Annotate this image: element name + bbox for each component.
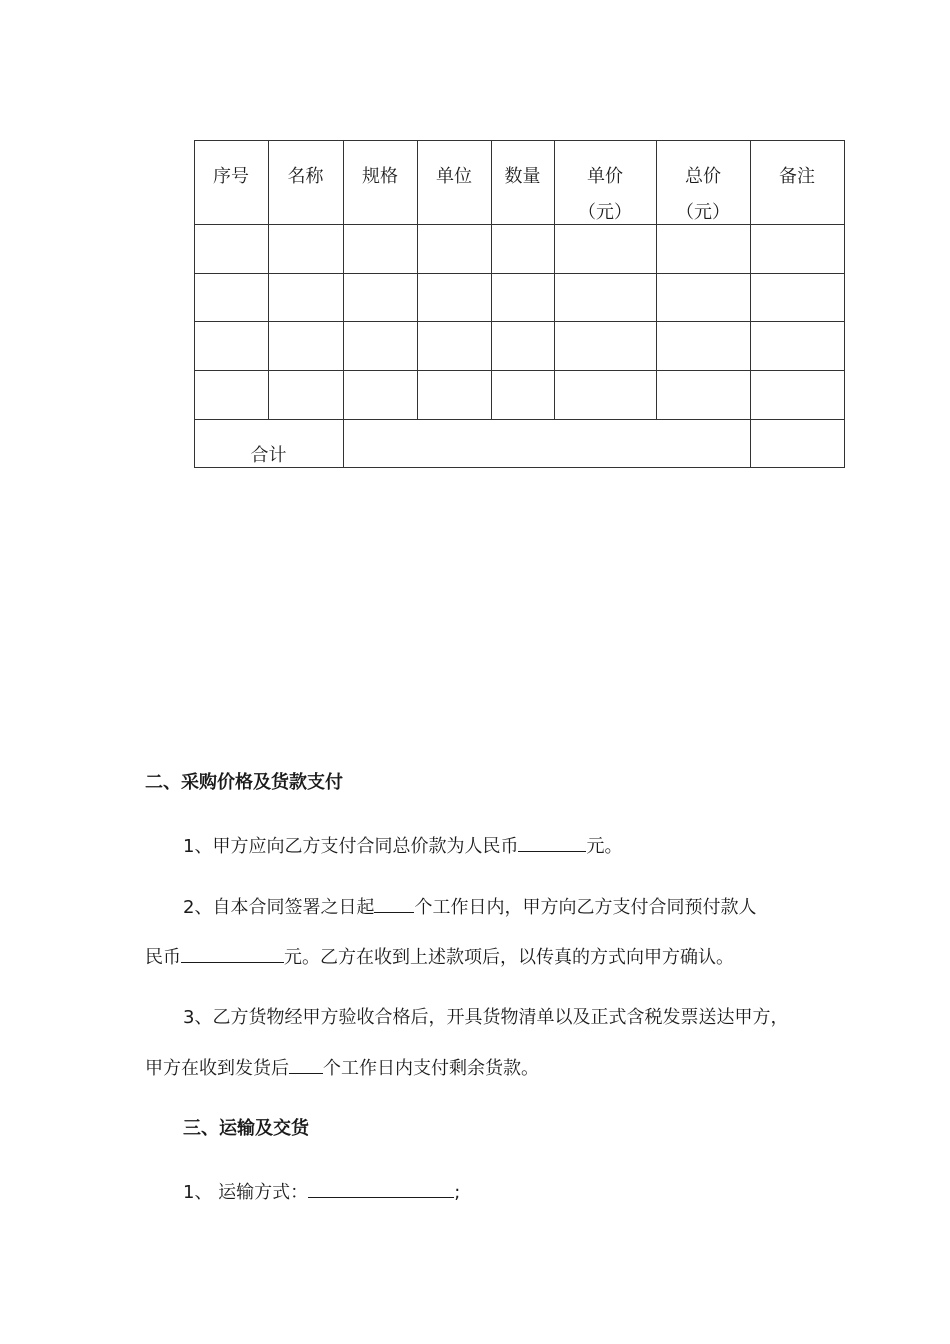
p1-text-before: 1、甲方应向乙方支付合同总价款为人民币 <box>183 836 519 857</box>
blank-total-amount <box>518 833 586 852</box>
section2-paragraph-2-cont <box>145 944 734 970</box>
total-label: 合计 <box>250 445 287 466</box>
p1-text-after: 元。 <box>586 836 623 857</box>
header-spec: 规格 <box>362 166 398 187</box>
item1-text-before: 1、 运输方式： <box>183 1182 309 1203</box>
header-total-price: 总价 <box>685 166 721 187</box>
p2b-text-before: 民币 <box>145 947 181 968</box>
item1-text-after: ; <box>454 1182 461 1203</box>
section3-title: 三、运输及交货 <box>183 1118 309 1139</box>
header-unit-price-currency: （元） <box>578 202 632 223</box>
header-remarks: 备注 <box>779 166 815 187</box>
p3b-text-before: 甲方在收到发货后 <box>145 1058 289 1079</box>
p2-text-after: 个工作日内，甲方向乙方支付合同预付款人 <box>414 897 757 918</box>
p2b-text-after: 元。乙方在收到上述款项后，以传真的方式向甲方确认。 <box>284 947 734 968</box>
section2-paragraph-1 <box>183 833 622 859</box>
blank-transport-method <box>308 1179 454 1198</box>
section2-paragraph-3-cont <box>145 1055 539 1081</box>
header-name: 名称 <box>287 166 324 187</box>
section3-item-1 <box>183 1179 460 1205</box>
section2-title: 二、采购价格及货款支付 <box>145 772 343 793</box>
goods-table <box>0 0 950 500</box>
header-unit-price: 单价 <box>587 166 623 187</box>
section2-paragraph-2 <box>183 894 756 920</box>
blank-working-days <box>374 894 414 913</box>
blank-remaining-days <box>289 1055 323 1074</box>
p3b-text-after: 个工作日内支付剩余货款。 <box>323 1058 539 1079</box>
header-unit: 单位 <box>436 166 472 187</box>
blank-advance-amount <box>181 944 284 963</box>
header-total-price-currency: （元） <box>676 202 730 223</box>
section2-paragraph-3: 3、乙方货物经甲方验收合格后，开具货物清单以及正式含税发票送达甲方， <box>183 1007 789 1028</box>
p2-text-before: 2、自本合同签署之日起 <box>183 897 375 918</box>
header-quantity: 数量 <box>504 166 541 187</box>
header-seq: 序号 <box>213 166 249 187</box>
